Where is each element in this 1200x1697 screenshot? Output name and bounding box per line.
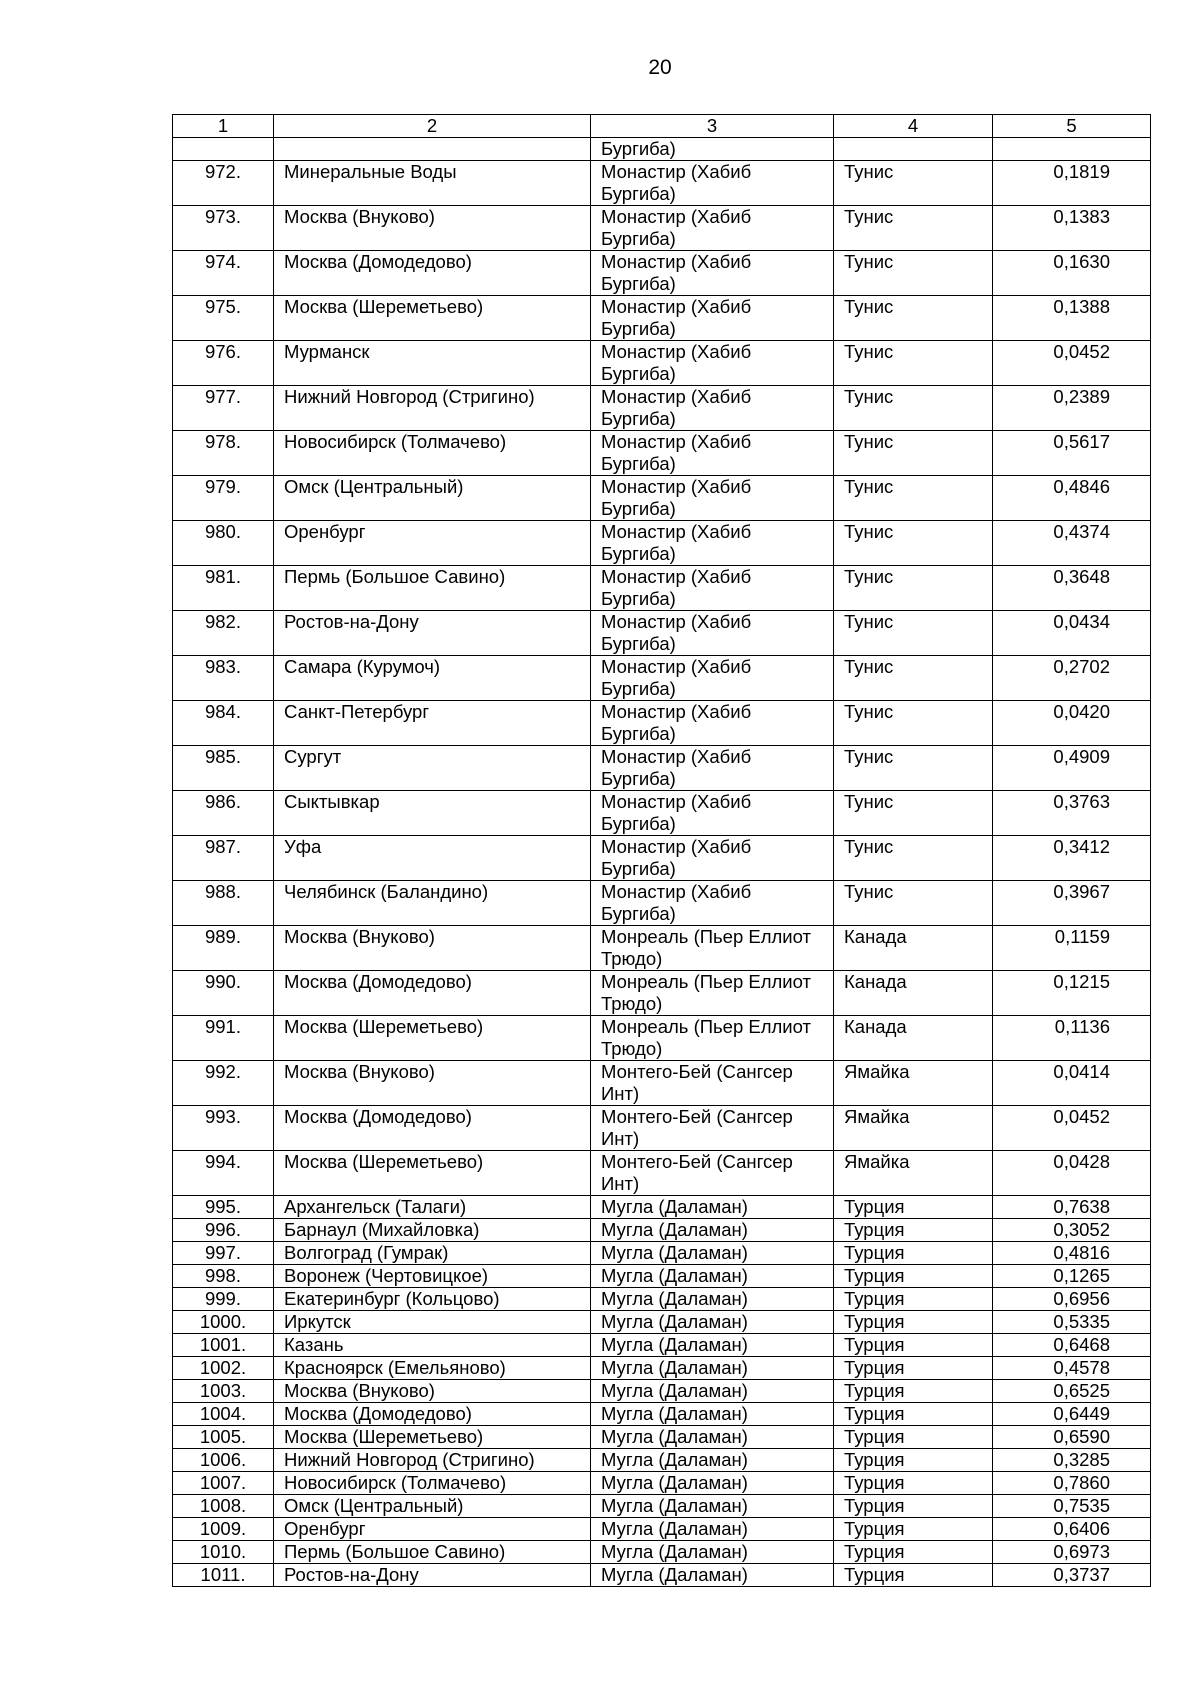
origin-cell: Москва (Внуково) [274, 1380, 591, 1403]
value-cell: 0,4816 [993, 1242, 1151, 1265]
destination-cell: Бургиба) [591, 138, 834, 161]
country-cell: Тунис [834, 701, 993, 746]
table-row [173, 1449, 1151, 1472]
table-row [173, 1472, 1151, 1495]
country-cell: Тунис [834, 611, 993, 656]
destination-cell: Монтего-Бей (Сангсер Инт) [591, 1106, 834, 1151]
country-cell: Турция [834, 1472, 993, 1495]
value-cell: 0,1383 [993, 206, 1151, 251]
country-cell: Турция [834, 1311, 993, 1334]
row-number-cell: 987. [173, 836, 274, 881]
origin-cell: Минеральные Воды [274, 161, 591, 206]
table-row [173, 1518, 1151, 1541]
origin-cell: Москва (Шереметьево) [274, 1016, 591, 1061]
value-cell: 0,6406 [993, 1518, 1151, 1541]
origin-cell: Оренбург [274, 1518, 591, 1541]
country-cell: Канада [834, 1016, 993, 1061]
destination-cell: Монастир (Хабиб Бургиба) [591, 611, 834, 656]
destination-cell: Мугла (Даламан) [591, 1541, 834, 1564]
origin-cell: Сыктывкар [274, 791, 591, 836]
destination-cell: Мугла (Даламан) [591, 1472, 834, 1495]
table-row [173, 1106, 1151, 1151]
destination-cell: Мугла (Даламан) [591, 1495, 834, 1518]
destination-cell: Мугла (Даламан) [591, 1564, 834, 1587]
destination-cell: Монтего-Бей (Сангсер Инт) [591, 1151, 834, 1196]
value-cell: 0,7535 [993, 1495, 1151, 1518]
origin-cell: Архангельск (Талаги) [274, 1196, 591, 1219]
row-number-cell: 1001. [173, 1334, 274, 1357]
destination-cell: Монастир (Хабиб Бургиба) [591, 206, 834, 251]
value-cell: 0,4578 [993, 1357, 1151, 1380]
destination-cell: Монастир (Хабиб Бургиба) [591, 701, 834, 746]
value-cell: 0,6956 [993, 1288, 1151, 1311]
value-cell: 0,4846 [993, 476, 1151, 521]
destination-cell: Монастир (Хабиб Бургиба) [591, 161, 834, 206]
country-cell: Канада [834, 926, 993, 971]
table-row [173, 431, 1151, 476]
destination-cell: Мугла (Даламан) [591, 1403, 834, 1426]
country-cell: Тунис [834, 521, 993, 566]
table-row [173, 1403, 1151, 1426]
table-row [173, 1196, 1151, 1219]
origin-cell: Москва (Внуково) [274, 206, 591, 251]
country-cell [834, 138, 993, 161]
row-number-cell: 1004. [173, 1403, 274, 1426]
origin-cell: Челябинск (Баландино) [274, 881, 591, 926]
row-number-cell: 1009. [173, 1518, 274, 1541]
value-cell: 0,3763 [993, 791, 1151, 836]
table-row [173, 251, 1151, 296]
origin-cell: Казань [274, 1334, 591, 1357]
header-cell: 4 [834, 115, 993, 138]
country-cell: Ямайка [834, 1061, 993, 1106]
destination-cell: Мугла (Даламан) [591, 1518, 834, 1541]
country-cell: Турция [834, 1426, 993, 1449]
country-cell: Турция [834, 1380, 993, 1403]
origin-cell: Нижний Новгород (Стригино) [274, 1449, 591, 1472]
row-number-cell: 990. [173, 971, 274, 1016]
origin-cell: Оренбург [274, 521, 591, 566]
country-cell: Тунис [834, 746, 993, 791]
row-number-cell: 985. [173, 746, 274, 791]
country-cell: Тунис [834, 206, 993, 251]
destination-cell: Мугла (Даламан) [591, 1196, 834, 1219]
table-row [173, 341, 1151, 386]
row-number-cell: 972. [173, 161, 274, 206]
value-cell: 0,6468 [993, 1334, 1151, 1357]
value-cell: 0,0428 [993, 1151, 1151, 1196]
row-number-cell: 994. [173, 1151, 274, 1196]
destination-cell: Монастир (Хабиб Бургиба) [591, 881, 834, 926]
destination-cell: Мугла (Даламан) [591, 1242, 834, 1265]
origin-cell: Москва (Внуково) [274, 1061, 591, 1106]
row-number-cell: 982. [173, 611, 274, 656]
row-number-cell: 1006. [173, 1449, 274, 1472]
country-cell: Турция [834, 1288, 993, 1311]
row-number-cell: 979. [173, 476, 274, 521]
origin-cell: Воронеж (Чертовицкое) [274, 1265, 591, 1288]
value-cell: 0,4909 [993, 746, 1151, 791]
destination-cell: Монастир (Хабиб Бургиба) [591, 341, 834, 386]
value-cell: 0,3412 [993, 836, 1151, 881]
table-row [173, 1219, 1151, 1242]
table-row [173, 1426, 1151, 1449]
origin-cell [274, 138, 591, 161]
value-cell: 0,0420 [993, 701, 1151, 746]
value-cell: 0,6973 [993, 1541, 1151, 1564]
origin-cell: Красноярск (Емельяново) [274, 1357, 591, 1380]
row-number-cell: 989. [173, 926, 274, 971]
country-cell: Турция [834, 1541, 993, 1564]
row-number-cell: 986. [173, 791, 274, 836]
row-number-cell: 998. [173, 1265, 274, 1288]
destination-cell: Мугла (Даламан) [591, 1449, 834, 1472]
row-number-cell: 975. [173, 296, 274, 341]
value-cell: 0,1388 [993, 296, 1151, 341]
table-row [173, 701, 1151, 746]
country-cell: Тунис [834, 296, 993, 341]
country-cell: Тунис [834, 431, 993, 476]
row-number-cell: 1000. [173, 1311, 274, 1334]
destination-cell: Монтего-Бей (Сангсер Инт) [591, 1061, 834, 1106]
table-row [173, 1334, 1151, 1357]
table-row [173, 1265, 1151, 1288]
country-cell: Тунис [834, 476, 993, 521]
origin-cell: Москва (Домодедово) [274, 251, 591, 296]
row-number-cell: 973. [173, 206, 274, 251]
destination-cell: Мугла (Даламан) [591, 1380, 834, 1403]
value-cell: 0,3737 [993, 1564, 1151, 1587]
row-number-cell: 1003. [173, 1380, 274, 1403]
destination-cell: Монастир (Хабиб Бургиба) [591, 296, 834, 341]
country-cell: Турция [834, 1449, 993, 1472]
table-row [173, 1061, 1151, 1106]
table-row [173, 791, 1151, 836]
table-row [173, 926, 1151, 971]
value-cell: 0,0434 [993, 611, 1151, 656]
table-row [173, 1151, 1151, 1196]
row-number-cell: 1010. [173, 1541, 274, 1564]
country-cell: Тунис [834, 791, 993, 836]
value-cell: 0,3648 [993, 566, 1151, 611]
row-number-cell: 996. [173, 1219, 274, 1242]
country-cell: Турция [834, 1495, 993, 1518]
origin-cell: Волгоград (Гумрак) [274, 1242, 591, 1265]
row-number-cell: 995. [173, 1196, 274, 1219]
destination-cell: Монастир (Хабиб Бургиба) [591, 251, 834, 296]
row-number-cell: 999. [173, 1288, 274, 1311]
value-cell [993, 138, 1151, 161]
value-cell: 0,2389 [993, 386, 1151, 431]
table-row [173, 1495, 1151, 1518]
table-row [173, 1357, 1151, 1380]
value-cell: 0,6449 [993, 1403, 1151, 1426]
origin-cell: Самара (Курумоч) [274, 656, 591, 701]
country-cell: Турция [834, 1265, 993, 1288]
row-number-cell: 1002. [173, 1357, 274, 1380]
origin-cell: Новосибирск (Толмачево) [274, 431, 591, 476]
row-number-cell: 991. [173, 1016, 274, 1061]
country-cell: Канада [834, 971, 993, 1016]
value-cell: 0,7860 [993, 1472, 1151, 1495]
table-row [173, 476, 1151, 521]
country-cell: Тунис [834, 341, 993, 386]
row-number-cell: 992. [173, 1061, 274, 1106]
row-number-cell: 984. [173, 701, 274, 746]
routes-table [172, 114, 1151, 1587]
destination-cell: Мугла (Даламан) [591, 1357, 834, 1380]
row-number-cell: 980. [173, 521, 274, 566]
table-row [173, 1288, 1151, 1311]
row-number-cell: 997. [173, 1242, 274, 1265]
table-row [173, 656, 1151, 701]
destination-cell: Монастир (Хабиб Бургиба) [591, 476, 834, 521]
value-cell: 0,3967 [993, 881, 1151, 926]
value-cell: 0,1215 [993, 971, 1151, 1016]
origin-cell: Екатеринбург (Кольцово) [274, 1288, 591, 1311]
country-cell: Турция [834, 1357, 993, 1380]
table-row [173, 1242, 1151, 1265]
origin-cell: Москва (Домодедово) [274, 1106, 591, 1151]
value-cell: 0,1136 [993, 1016, 1151, 1061]
table-row [173, 1564, 1151, 1587]
row-number-cell: 1005. [173, 1426, 274, 1449]
country-cell: Турция [834, 1403, 993, 1426]
origin-cell: Санкт-Петербург [274, 701, 591, 746]
table-row [173, 746, 1151, 791]
value-cell: 0,0452 [993, 1106, 1151, 1151]
value-cell: 0,7638 [993, 1196, 1151, 1219]
table-row [173, 386, 1151, 431]
country-cell: Ямайка [834, 1151, 993, 1196]
value-cell: 0,2702 [993, 656, 1151, 701]
destination-cell: Монастир (Хабиб Бургиба) [591, 521, 834, 566]
origin-cell: Москва (Домодедово) [274, 1403, 591, 1426]
origin-cell: Ростов-на-Дону [274, 611, 591, 656]
value-cell: 0,0452 [993, 341, 1151, 386]
row-number-cell: 988. [173, 881, 274, 926]
value-cell: 0,4374 [993, 521, 1151, 566]
row-number-cell: 978. [173, 431, 274, 476]
destination-cell: Монастир (Хабиб Бургиба) [591, 656, 834, 701]
table-row [173, 971, 1151, 1016]
header-cell: 5 [993, 115, 1151, 138]
value-cell: 0,5617 [993, 431, 1151, 476]
header-cell: 2 [274, 115, 591, 138]
destination-cell: Монастир (Хабиб Бургиба) [591, 431, 834, 476]
value-cell: 0,1630 [993, 251, 1151, 296]
destination-cell: Монреаль (Пьер Еллиот Трюдо) [591, 971, 834, 1016]
country-cell: Турция [834, 1196, 993, 1219]
row-number-cell: 1008. [173, 1495, 274, 1518]
origin-cell: Иркутск [274, 1311, 591, 1334]
country-cell: Тунис [834, 386, 993, 431]
value-cell: 0,3052 [993, 1219, 1151, 1242]
country-cell: Тунис [834, 656, 993, 701]
table-row [173, 1311, 1151, 1334]
country-cell: Тунис [834, 836, 993, 881]
origin-cell: Новосибирск (Толмачево) [274, 1472, 591, 1495]
origin-cell: Москва (Шереметьево) [274, 296, 591, 341]
country-cell: Тунис [834, 161, 993, 206]
table-row [173, 1380, 1151, 1403]
destination-cell: Монастир (Хабиб Бургиба) [591, 566, 834, 611]
origin-cell: Москва (Шереметьево) [274, 1151, 591, 1196]
origin-cell: Барнаул (Михайловка) [274, 1219, 591, 1242]
value-cell: 0,1819 [993, 161, 1151, 206]
row-number-cell: 974. [173, 251, 274, 296]
origin-cell: Сургут [274, 746, 591, 791]
origin-cell: Пермь (Большое Савино) [274, 1541, 591, 1564]
country-cell: Ямайка [834, 1106, 993, 1151]
destination-cell: Монастир (Хабиб Бургиба) [591, 836, 834, 881]
origin-cell: Москва (Внуково) [274, 926, 591, 971]
destination-cell: Монреаль (Пьер Еллиот Трюдо) [591, 1016, 834, 1061]
destination-cell: Монастир (Хабиб Бургиба) [591, 386, 834, 431]
table-row [173, 836, 1151, 881]
row-number-cell: 993. [173, 1106, 274, 1151]
table-row [173, 881, 1151, 926]
origin-cell: Нижний Новгород (Стригино) [274, 386, 591, 431]
destination-cell: Монреаль (Пьер Еллиот Трюдо) [591, 926, 834, 971]
origin-cell: Уфа [274, 836, 591, 881]
value-cell: 0,1265 [993, 1265, 1151, 1288]
value-cell: 0,0414 [993, 1061, 1151, 1106]
value-cell: 0,6590 [993, 1426, 1151, 1449]
page-number: 20 [648, 56, 672, 79]
row-number-cell: 981. [173, 566, 274, 611]
destination-cell: Монастир (Хабиб Бургиба) [591, 791, 834, 836]
origin-cell: Ростов-на-Дону [274, 1564, 591, 1587]
row-number-cell [173, 138, 274, 161]
destination-cell: Мугла (Даламан) [591, 1288, 834, 1311]
country-cell: Тунис [834, 881, 993, 926]
country-cell: Турция [834, 1564, 993, 1587]
origin-cell: Мурманск [274, 341, 591, 386]
row-number-cell: 976. [173, 341, 274, 386]
country-cell: Турция [834, 1219, 993, 1242]
row-number-cell: 983. [173, 656, 274, 701]
country-cell: Тунис [834, 566, 993, 611]
country-cell: Турция [834, 1242, 993, 1265]
destination-cell: Мугла (Даламан) [591, 1265, 834, 1288]
destination-cell: Мугла (Даламан) [591, 1426, 834, 1449]
destination-cell: Мугла (Даламан) [591, 1334, 834, 1357]
destination-cell: Мугла (Даламан) [591, 1311, 834, 1334]
table-row [173, 296, 1151, 341]
origin-cell: Москва (Шереметьево) [274, 1426, 591, 1449]
value-cell: 0,3285 [993, 1449, 1151, 1472]
header-cell: 3 [591, 115, 834, 138]
table-row [173, 1016, 1151, 1061]
table-row [173, 161, 1151, 206]
row-number-cell: 1011. [173, 1564, 274, 1587]
row-number-cell: 1007. [173, 1472, 274, 1495]
country-cell: Турция [834, 1334, 993, 1357]
table-row [173, 611, 1151, 656]
destination-cell: Монастир (Хабиб Бургиба) [591, 746, 834, 791]
table-row [173, 206, 1151, 251]
origin-cell: Пермь (Большое Савино) [274, 566, 591, 611]
continuation-row [173, 138, 1151, 161]
header-cell: 1 [173, 115, 274, 138]
value-cell: 0,5335 [993, 1311, 1151, 1334]
country-cell: Турция [834, 1518, 993, 1541]
table-header-row [173, 115, 1151, 138]
value-cell: 0,6525 [993, 1380, 1151, 1403]
table-row [173, 1541, 1151, 1564]
row-number-cell: 977. [173, 386, 274, 431]
value-cell: 0,1159 [993, 926, 1151, 971]
origin-cell: Омск (Центральный) [274, 1495, 591, 1518]
table-row [173, 521, 1151, 566]
origin-cell: Омск (Центральный) [274, 476, 591, 521]
country-cell: Тунис [834, 251, 993, 296]
origin-cell: Москва (Домодедово) [274, 971, 591, 1016]
destination-cell: Мугла (Даламан) [591, 1219, 834, 1242]
table-row [173, 566, 1151, 611]
